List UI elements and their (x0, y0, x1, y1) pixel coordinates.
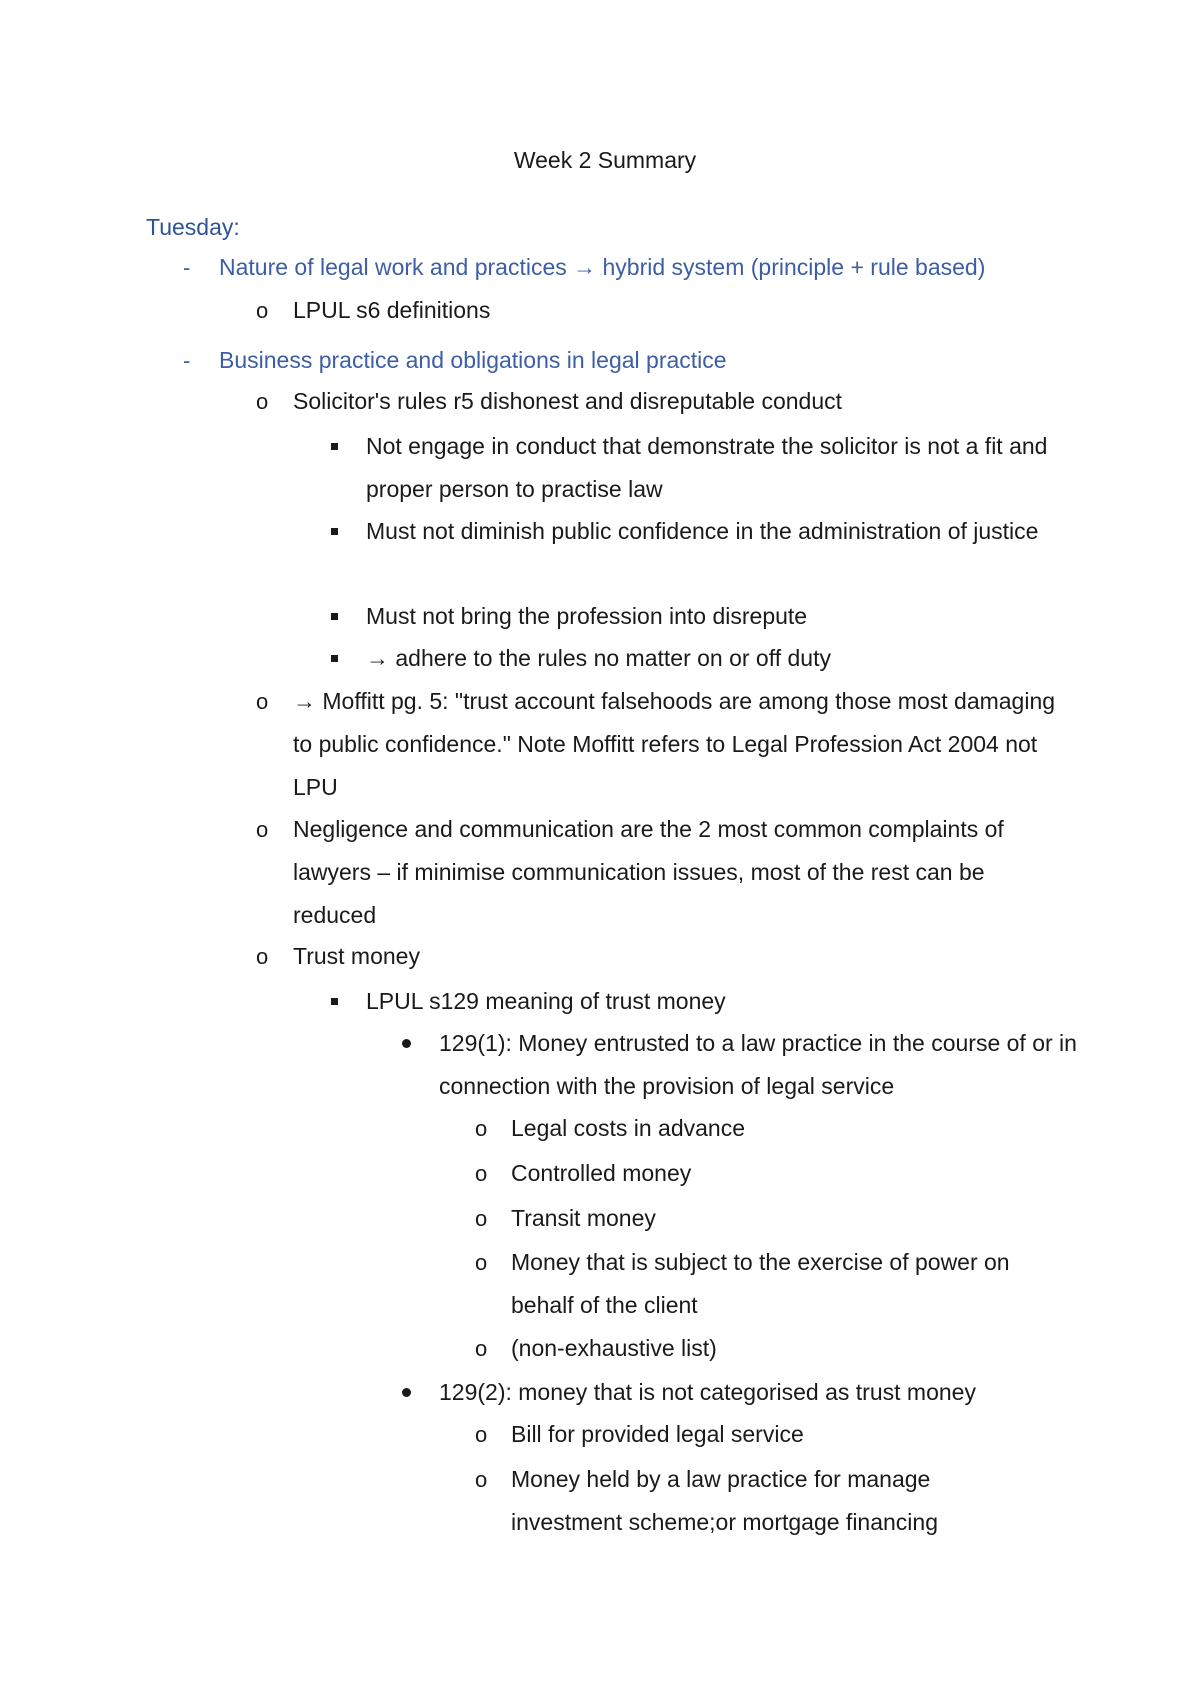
list-item-text: LPUL s129 meaning of trust money (366, 988, 726, 1014)
document-title: Week 2 Summary (513, 147, 697, 173)
square-bullet-icon (331, 443, 338, 450)
square-bullet-icon (331, 655, 338, 662)
circle-bullet: o (256, 389, 269, 414)
circle-bullet: o (475, 1336, 488, 1361)
round-bullet-icon (402, 1388, 411, 1397)
list-item-text: Money held by a law practice for manage investment scheme;or mortgage financing (511, 1466, 938, 1535)
list-item-text: (non-exhaustive list) (511, 1335, 717, 1361)
list-item-text: Not engage in conduct that demonstrate the solicitor is not a fit and proper person to practise law (366, 433, 1048, 502)
list-item-text: Legal costs in advance (511, 1115, 745, 1141)
list-item-text: Trust money (293, 943, 420, 969)
dash-bullet: - (183, 255, 191, 280)
list-item-text: → adhere to the rules no matter on or off duty (366, 645, 831, 671)
list-item-text: Must not diminish public confidence in the administration of justice (366, 518, 1039, 544)
dash-bullet: - (183, 348, 191, 373)
square-bullet-icon (331, 528, 338, 535)
circle-bullet: o (256, 689, 269, 714)
circle-bullet: o (475, 1250, 488, 1275)
list-item-text: Solicitor's rules r5 dishonest and disreputable conduct (293, 388, 843, 414)
square-bullet-icon (331, 998, 338, 1005)
list-item-text: 129(1): Money entrusted to a law practice in the course of or in connection with the provision of legal service (439, 1030, 1077, 1099)
list-item-text: Must not bring the profession into disrepute (366, 603, 808, 629)
list-item-text: LPUL s6 definitions (293, 297, 491, 323)
circle-bullet: o (475, 1116, 488, 1141)
round-bullet-icon (402, 1039, 411, 1048)
list-item-text: Controlled money (511, 1160, 692, 1186)
list-item-text: Transit money (511, 1205, 656, 1231)
circle-bullet: o (256, 817, 269, 842)
square-bullet-icon (331, 613, 338, 620)
circle-bullet: o (475, 1206, 488, 1231)
list-item-text: Business practice and obligations in legal practice (219, 347, 727, 373)
circle-bullet: o (256, 298, 269, 323)
circle-bullet: o (475, 1161, 488, 1186)
section-heading-tuesday: Tuesday: (146, 214, 240, 240)
circle-bullet: o (475, 1422, 488, 1447)
list-item-text: → Moffitt pg. 5: "trust account falsehoods are among those most damaging to public confidence." Note Moffitt refers to Legal Profession Act 2004 not LPU (293, 688, 1056, 800)
list-item-text: Nature of legal work and practices → hybrid system (principle + rule based) (219, 254, 986, 280)
list-item-text: Bill for provided legal service (511, 1421, 804, 1447)
list-item-text: Money that is subject to the exercise of power on behalf of the client (511, 1249, 1010, 1318)
circle-bullet: o (475, 1467, 488, 1492)
list-item-text: Negligence and communication are the 2 most common complaints of lawyers – if minimise communication issues, most of the rest can be reduced (293, 816, 1004, 928)
list-item-text: 129(2): money that is not categorised as trust money (439, 1379, 976, 1405)
circle-bullet: o (256, 944, 269, 969)
